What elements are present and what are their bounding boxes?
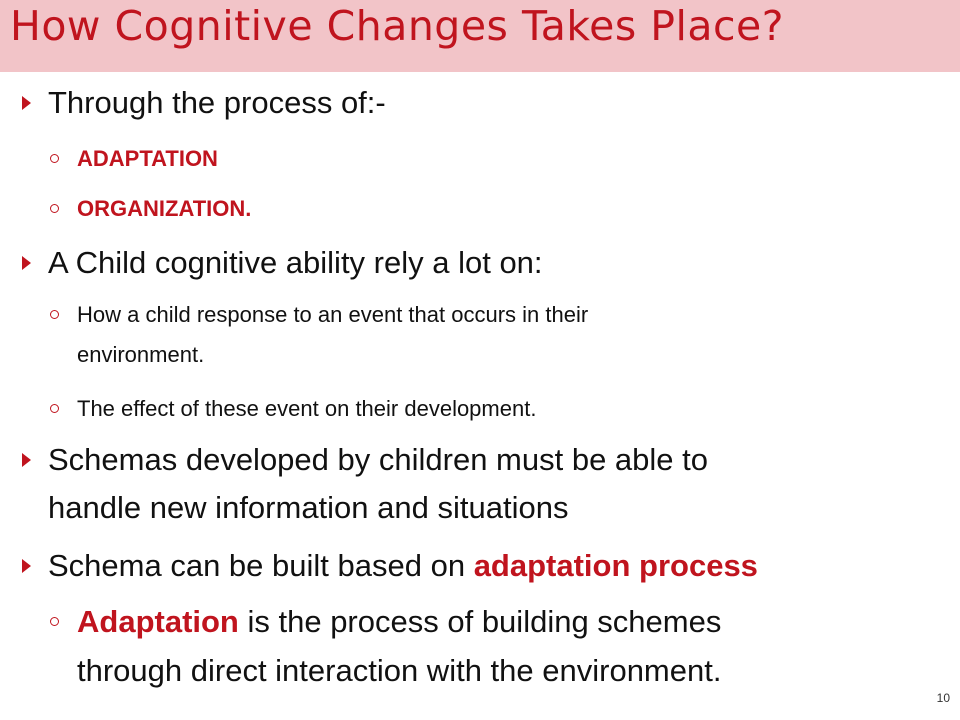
circle-bullet-icon [50, 310, 59, 319]
bullet-text: A Child cognitive ability rely a lot on: [48, 245, 543, 280]
arrow-bullet-icon [22, 559, 31, 573]
sub-bullet-text-line2: through direct interaction with the environment. [77, 653, 722, 688]
bullet-text-line1: Schemas developed by children must be able to [48, 442, 709, 477]
bullet-text: Through the process of:- [48, 85, 386, 120]
sub-bullet-text-line1 [77, 603, 721, 642]
title-bar [0, 0, 960, 72]
slide-number: 10 [936, 691, 950, 705]
highlight-text: adaptation process [473, 548, 758, 583]
bullet-text-line2: handle new information and situations [48, 490, 569, 525]
sub-bullet-text: ORGANIZATION. [77, 196, 252, 221]
arrow-bullet-icon [22, 453, 31, 467]
sub-bullet-text-line1: How a child response to an event that occurs in their [77, 302, 589, 327]
slide-title: How Cognitive Changes Takes Place? [10, 2, 784, 50]
bullet-text [48, 547, 758, 586]
circle-bullet-icon [50, 154, 59, 163]
circle-bullet-icon [50, 204, 59, 213]
sub-bullet-text: ADAPTATION [77, 146, 218, 171]
bullet-text-plain: Schema can be built based on [48, 548, 474, 583]
highlight-text: Adaptation [77, 604, 239, 639]
sub-bullet-text: The effect of these event on their development. [77, 396, 537, 421]
circle-bullet-icon [50, 617, 59, 626]
sub-bullet-text-line2: environment. [77, 342, 205, 367]
circle-bullet-icon [50, 404, 59, 413]
sub-bullet-text-plain: is the process of building schemes [238, 604, 722, 639]
arrow-bullet-icon [22, 96, 31, 110]
arrow-bullet-icon [22, 256, 31, 270]
